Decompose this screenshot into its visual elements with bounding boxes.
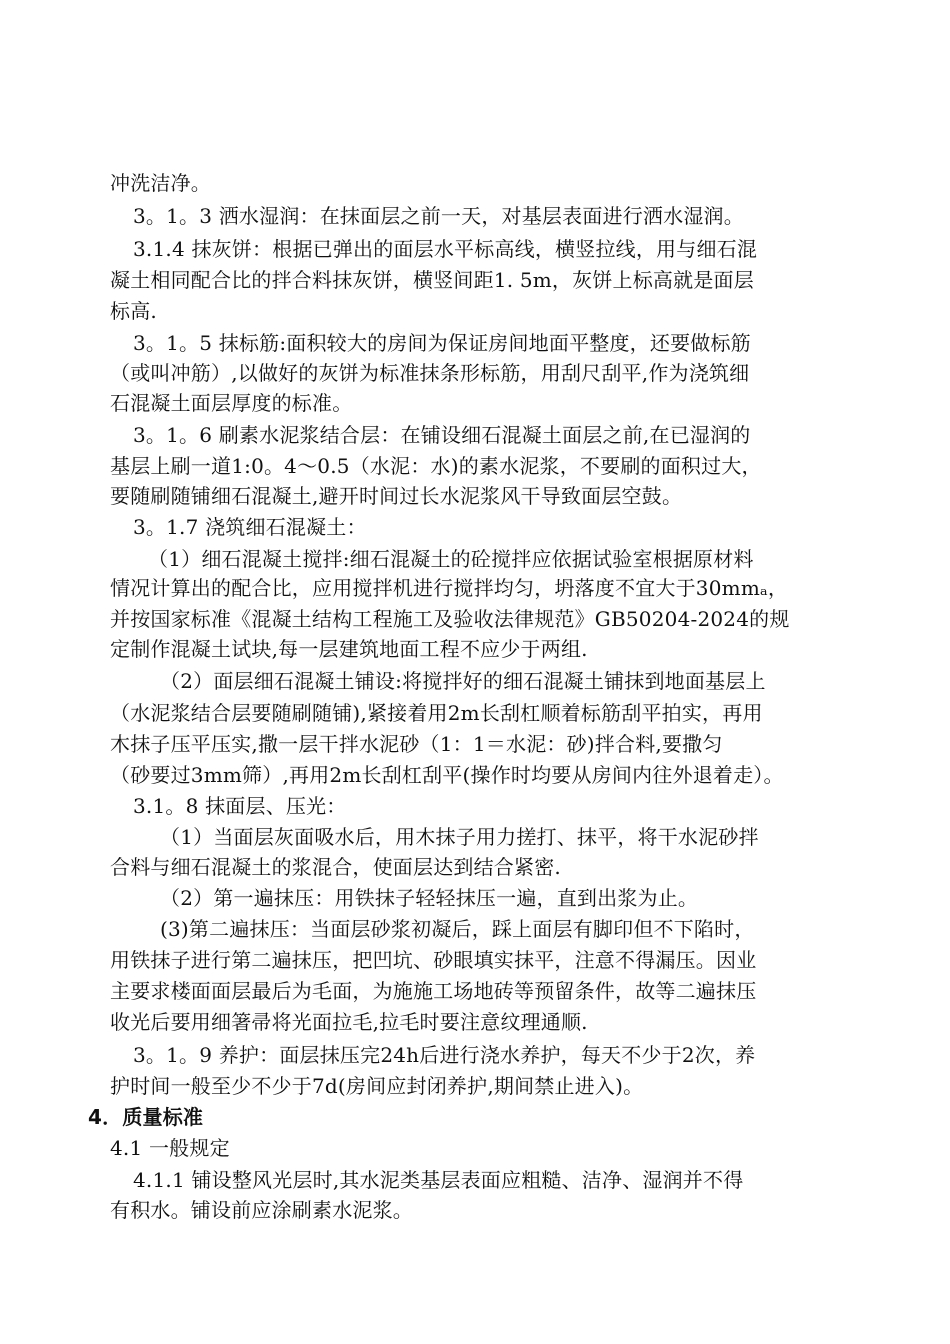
text-line: 凝土相同配合比的拌合料抹灰饼，横竖间距1. 5m，灰饼上标高就是面层	[110, 268, 754, 292]
text-line: 木抹子压平压实,撒一层干拌水泥砂（1：1＝水泥：砂)拌合料,要撒匀	[110, 732, 723, 756]
text-line: 情况计算出的配合比，应用搅拌机进行搅拌均匀，坍落度不宜大于30mmₐ，	[110, 576, 789, 600]
text-line: （1）当面层灰面吸水后，用木抹子用力搓打、抹平，将干水泥砂拌	[160, 825, 759, 849]
text-line: (3)第二遍抹压：当面层砂浆初凝后，踩上面层有脚印但不下陷时，	[160, 917, 755, 941]
text-line: 3。1。3 洒水湿润：在抹面层之前一天，对基层表面进行洒水湿润。	[133, 204, 744, 228]
text-line: （或叫冲筋）,以做好的灰饼为标准抹条形标筋，用刮尺刮平,作为浇筑细	[110, 361, 750, 385]
text-line: 基层上刷一道1:0。4～0.5（水泥：水)的素水泥浆，不要刷的面积过大，	[110, 454, 762, 478]
text-line: （砂要过3mm筛）,再用2m长刮杠刮平(操作时均要从房间内往外退着走）。	[110, 763, 784, 787]
text-line: 主要求楼面面层最后为毛面，为施施工场地砖等预留条件，故等二遍抹压	[110, 979, 757, 1003]
subsection-title: 4.1 一般规定	[110, 1136, 230, 1160]
text-line: 定制作混凝土试块,每一层建筑地面工程不应少于两组.	[110, 637, 588, 661]
text-line: （1）细石混凝土搅拌:细石混凝土的砼搅拌应依据试验室根据原材料	[148, 547, 754, 571]
text-line: （2）面层细石混凝土铺设:将搅拌好的细石混凝土铺抹到地面基层上	[160, 669, 766, 693]
section-heading: 3。1.7 浇筑细石混凝土：	[133, 515, 367, 539]
text-line: 3。1。6 刷素水泥浆结合层：在铺设细石混凝土面层之前,在已湿润的	[133, 423, 751, 447]
text-line: （水泥浆结合层要随刷随铺),紧接着用2m长刮杠顺着标筋刮平拍实，再用	[110, 701, 763, 725]
text-line: 合料与细石混凝土的浆混合，使面层达到结合紧密.	[110, 855, 561, 879]
text-line: （2）第一遍抹压：用铁抹子轻轻抹压一遍，直到出浆为止。	[160, 886, 699, 910]
text-line: 护时间一般至少不少于7d(房间应封闭养护,期间禁止进入)。	[110, 1074, 644, 1098]
text-line: 3。1。9 养护：面层抹压完24h后进行浇水养护，每天不少于2次，养	[133, 1043, 756, 1067]
text-line: 3.1.4 抹灰饼：根据已弹出的面层水平标高线，横竖拉线，用与细石混	[133, 237, 758, 261]
text-line: 4.1.1 铺设整风光层时,其水泥类基层表面应粗糙、洁净、湿润并不得	[133, 1168, 744, 1192]
text-line: 有积水。铺设前应涂刷素水泥浆。	[110, 1198, 413, 1222]
text-line: 标高.	[110, 299, 157, 323]
text-line: 石混凝土面层厚度的标准。	[110, 391, 353, 415]
section-heading: 3.1。8 抹面层、压光：	[133, 794, 347, 818]
section-title: 4．质量标准	[88, 1105, 204, 1129]
text-line: 并按国家标准《混凝土结构工程施工及验收法律规范》GB50204-2024的规	[110, 607, 790, 631]
text-line: 冲洗洁净。	[110, 171, 211, 195]
text-line: 用铁抹子进行第二遍抹压，把凹坑、砂眼填实抹平，注意不得漏压。因业	[110, 948, 757, 972]
text-line: 3。1。5 抹标筋:面积较大的房间为保证房间地面平整度，还要做标筋	[133, 331, 751, 355]
text-line: 要随刷随铺细石混凝土,避开时间过长水泥浆风干导致面层空鼓。	[110, 484, 683, 508]
text-line: 收光后要用细箸帚将光面拉毛,拉毛时要注意纹理通顺.	[110, 1010, 588, 1034]
